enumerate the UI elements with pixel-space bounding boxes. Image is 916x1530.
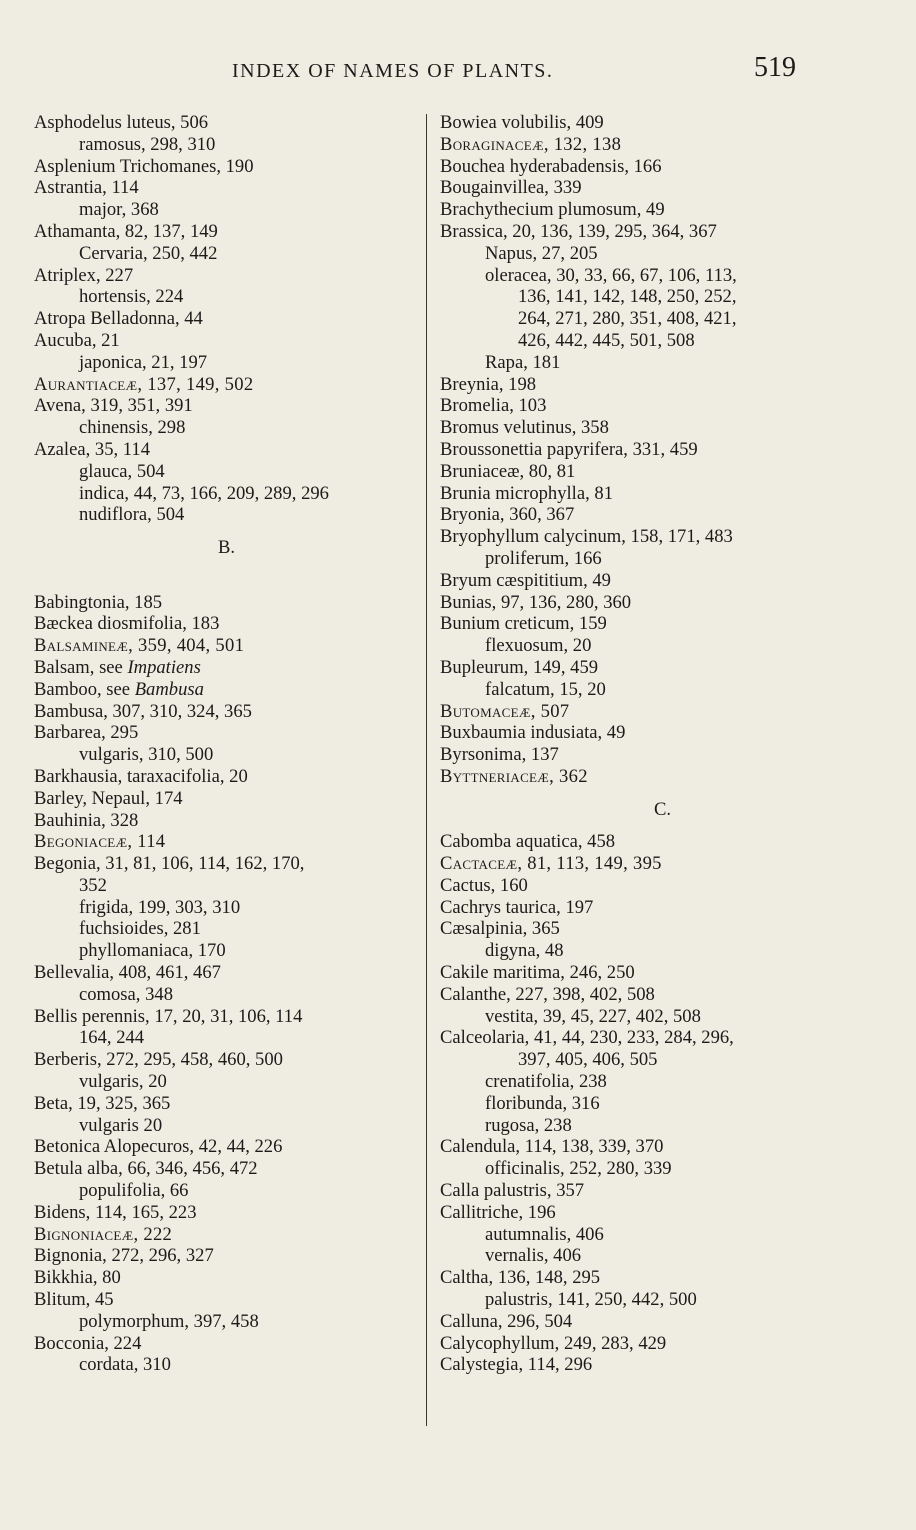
index-subentry bbox=[34, 984, 419, 1006]
entry-text: Balsamineæ, 359, 404, 501 bbox=[34, 635, 245, 657]
index-entry bbox=[34, 1224, 419, 1246]
index-entry bbox=[440, 897, 885, 919]
index-entry bbox=[34, 1245, 419, 1267]
entry-text: falcatum, 15, 20 bbox=[485, 678, 606, 700]
index-entry bbox=[440, 221, 885, 243]
entry-text: 164, 244 bbox=[79, 1027, 145, 1049]
entry-text: Bruniaceæ, 80, 81 bbox=[440, 460, 576, 482]
entry-text: Bougainvillea, 339 bbox=[440, 177, 582, 199]
index-subentry bbox=[440, 243, 885, 265]
entry-text: Bellis perennis, 17, 20, 31, 106, 114 bbox=[34, 1005, 303, 1027]
entry-text: Calla palustris, 357 bbox=[440, 1180, 585, 1202]
index-subentry bbox=[34, 483, 419, 505]
entry-text: Bignoniaceæ, 222 bbox=[34, 1223, 173, 1245]
index-entry bbox=[34, 1158, 419, 1180]
index-entry bbox=[34, 1333, 419, 1355]
spacer bbox=[34, 570, 419, 592]
entry-text: floribunda, 316 bbox=[485, 1092, 600, 1114]
index-subentry bbox=[440, 1049, 885, 1071]
entry-text: Bowiea volubilis, 409 bbox=[440, 112, 604, 133]
index-entry bbox=[34, 810, 419, 832]
entry-text: Bryophyllum calycinum, 158, 171, 483 bbox=[440, 526, 733, 548]
entry-text: Betonica Alopecuros, 42, 44, 226 bbox=[34, 1136, 283, 1158]
entry-text: Berberis, 272, 295, 458, 460, 500 bbox=[34, 1049, 283, 1071]
entry-text: Barley, Nepaul, 174 bbox=[34, 787, 183, 809]
entry-text: Astrantia, 114 bbox=[34, 177, 139, 199]
index-subentry bbox=[34, 1354, 419, 1376]
index-entry bbox=[440, 156, 885, 178]
index-subentry bbox=[34, 286, 419, 308]
section-letter-heading bbox=[440, 788, 885, 832]
entry-text: digyna, 48 bbox=[485, 940, 564, 962]
entry-text: Azalea, 35, 114 bbox=[34, 438, 150, 460]
index-entry bbox=[34, 1289, 419, 1311]
index-entry bbox=[440, 417, 885, 439]
index-entry bbox=[440, 112, 885, 134]
index-entry bbox=[440, 570, 885, 592]
index-subentry bbox=[440, 265, 885, 287]
index-entry bbox=[440, 984, 885, 1006]
index-subentry bbox=[34, 504, 419, 526]
entry-text: Cactaceæ, 81, 113, 149, 395 bbox=[440, 853, 662, 875]
entry-text: major, 368 bbox=[79, 199, 159, 221]
entry-text: Calanthe, 227, 398, 402, 508 bbox=[440, 983, 655, 1005]
entry-text: Asphodelus luteus, 506 bbox=[34, 112, 209, 133]
entry-text: Cervaria, 250, 442 bbox=[79, 242, 218, 264]
entry-text: rugosa, 238 bbox=[485, 1114, 572, 1136]
entry-text: Bignonia, 272, 296, 327 bbox=[34, 1245, 214, 1267]
index-entry bbox=[440, 613, 885, 635]
entry-text: cordata, 310 bbox=[79, 1354, 171, 1376]
entry-text: comosa, 348 bbox=[79, 983, 173, 1005]
entry-text: Bauhinia, 328 bbox=[34, 809, 139, 831]
entry-text: Bromelia, 103 bbox=[440, 395, 547, 417]
entry-text: Blitum, 45 bbox=[34, 1289, 114, 1311]
index-entry bbox=[34, 853, 419, 875]
index-subentry bbox=[440, 679, 885, 701]
index-subentry bbox=[34, 1071, 419, 1093]
entry-text: Aurantiaceæ, 137, 149, 502 bbox=[34, 373, 254, 395]
entry-text: Buxbaumia indusiata, 49 bbox=[440, 722, 626, 744]
entry-text: Brassica, 20, 136, 139, 295, 364, 367 bbox=[440, 220, 717, 242]
page-number: 519 bbox=[754, 52, 796, 83]
index-entry bbox=[440, 1180, 885, 1202]
index-subentry bbox=[440, 1289, 885, 1311]
entry-text: Avena, 319, 351, 391 bbox=[34, 395, 193, 417]
index-subentry bbox=[440, 548, 885, 570]
index-subentry bbox=[440, 1245, 885, 1267]
entry-text: Byrsonima, 137 bbox=[440, 744, 559, 766]
index-subentry bbox=[34, 1027, 419, 1049]
index-entry bbox=[34, 1136, 419, 1158]
entry-text: crenatifolia, 238 bbox=[485, 1071, 607, 1093]
column-divider bbox=[426, 114, 427, 1426]
index-entry bbox=[34, 265, 419, 287]
entry-text: Broussonettia papyrifera, 331, 459 bbox=[440, 438, 698, 460]
index-entry bbox=[34, 439, 419, 461]
index-entry bbox=[34, 1093, 419, 1115]
entry-text: Napus, 27, 205 bbox=[485, 242, 598, 264]
index-entry bbox=[440, 483, 885, 505]
entry-text: Callitriche, 196 bbox=[440, 1201, 556, 1223]
index-subentry bbox=[440, 1115, 885, 1137]
entry-text: Beta, 19, 325, 365 bbox=[34, 1092, 171, 1114]
entry-text: Cæsalpinia, 365 bbox=[440, 918, 560, 940]
index-subentry bbox=[440, 308, 885, 330]
index-entry bbox=[440, 1202, 885, 1224]
index-entry bbox=[34, 635, 419, 657]
entry-text: Cachrys taurica, 197 bbox=[440, 896, 594, 918]
index-entry bbox=[440, 177, 885, 199]
entry-text: Athamanta, 82, 137, 149 bbox=[34, 220, 218, 242]
entry-text: Calendula, 114, 138, 339, 370 bbox=[440, 1136, 664, 1158]
index-entry bbox=[440, 831, 885, 853]
entry-text: Bocconia, 224 bbox=[34, 1332, 142, 1354]
index-entry bbox=[440, 1311, 885, 1333]
entry-text: officinalis, 252, 280, 339 bbox=[485, 1158, 672, 1180]
entry-text: polymorphum, 397, 458 bbox=[79, 1310, 259, 1332]
index-entry bbox=[34, 831, 419, 853]
entry-text: vestita, 39, 45, 227, 402, 508 bbox=[485, 1005, 701, 1027]
entry-text: Begoniaceæ, 114 bbox=[34, 831, 166, 853]
index-entry bbox=[34, 374, 419, 396]
index-entry bbox=[34, 112, 419, 134]
entry-text: Caltha, 136, 148, 295 bbox=[440, 1267, 601, 1289]
index-entry bbox=[440, 1354, 885, 1376]
index-entry bbox=[440, 592, 885, 614]
entry-text: Asplenium Trichomanes, 190 bbox=[34, 155, 254, 177]
index-subentry bbox=[34, 1311, 419, 1333]
entry-text: Bunias, 97, 136, 280, 360 bbox=[440, 591, 632, 613]
entry-text: Cabomba aquatica, 458 bbox=[440, 831, 616, 853]
entry-text: Calceolaria, 41, 44, 230, 233, 284, 296, bbox=[440, 1027, 734, 1049]
entry-text: vernalis, 406 bbox=[485, 1245, 582, 1267]
entry-text: Brunia microphylla, 81 bbox=[440, 482, 613, 504]
index-subentry bbox=[34, 243, 419, 265]
index-entry bbox=[440, 1267, 885, 1289]
index-entry bbox=[440, 374, 885, 396]
section-letter-heading bbox=[34, 526, 419, 570]
entry-text: Cactus, 160 bbox=[440, 874, 528, 896]
index-subentry bbox=[440, 330, 885, 352]
see-reference: Bambusa bbox=[134, 678, 204, 700]
entry-text: Aucuba, 21 bbox=[34, 329, 120, 351]
entry-text: vulgaris, 310, 500 bbox=[79, 744, 214, 766]
entry-text: hortensis, 224 bbox=[79, 286, 184, 308]
entry-text: 264, 271, 280, 351, 408, 421, bbox=[518, 308, 737, 330]
entry-text: nudiflora, 504 bbox=[79, 504, 185, 526]
entry-text: chinensis, 298 bbox=[79, 417, 186, 439]
entry-text: Atropa Belladonna, 44 bbox=[34, 308, 203, 330]
index-entry bbox=[440, 657, 885, 679]
entry-text: vulgaris 20 bbox=[79, 1114, 163, 1136]
index-subentry bbox=[440, 352, 885, 374]
index-subentry bbox=[34, 897, 419, 919]
entry-text: Brachythecium plumosum, 49 bbox=[440, 199, 665, 221]
entry-text: Calystegia, 114, 296 bbox=[440, 1354, 593, 1376]
index-entry bbox=[440, 199, 885, 221]
index-subentry bbox=[34, 875, 419, 897]
index-entry bbox=[34, 1267, 419, 1289]
index-subentry bbox=[34, 1115, 419, 1137]
entry-text: Bryonia, 360, 367 bbox=[440, 504, 575, 526]
index-subentry bbox=[34, 134, 419, 156]
entry-text: populifolia, 66 bbox=[79, 1180, 189, 1202]
entry-text: Bupleurum, 149, 459 bbox=[440, 656, 599, 678]
index-entry bbox=[34, 308, 419, 330]
index-entry bbox=[34, 221, 419, 243]
index-subentry bbox=[440, 1158, 885, 1180]
index-entry bbox=[440, 1136, 885, 1158]
entry-text: flexuosum, 20 bbox=[485, 635, 592, 657]
entry-text: Cakile maritima, 246, 250 bbox=[440, 962, 635, 984]
index-subentry bbox=[34, 1180, 419, 1202]
index-entry bbox=[440, 1333, 885, 1355]
index-subentry bbox=[440, 286, 885, 308]
entry-text: Bryum cæspititium, 49 bbox=[440, 569, 611, 591]
index-entry bbox=[440, 461, 885, 483]
index-subentry bbox=[440, 635, 885, 657]
entry-text: Butomaceæ, 507 bbox=[440, 700, 570, 722]
entry-text: Begonia, 31, 81, 106, 114, 162, 170, bbox=[34, 853, 305, 875]
index-entry bbox=[34, 701, 419, 723]
index-subentry bbox=[34, 461, 419, 483]
index-entry bbox=[440, 395, 885, 417]
index-entry bbox=[34, 1049, 419, 1071]
entry-text: Bellevalia, 408, 461, 467 bbox=[34, 962, 221, 984]
entry-text: proliferum, 166 bbox=[485, 547, 602, 569]
index-subentry bbox=[440, 940, 885, 962]
entry-text: oleracea, 30, 33, 66, 67, 106, 113, bbox=[485, 264, 737, 286]
index-entry bbox=[440, 504, 885, 526]
entry-text: palustris, 141, 250, 442, 500 bbox=[485, 1289, 697, 1311]
entry-text: Bunium creticum, 159 bbox=[440, 613, 607, 635]
index-subentry bbox=[34, 199, 419, 221]
entry-text: Barbarea, 295 bbox=[34, 722, 139, 744]
entry-text: ramosus, 298, 310 bbox=[79, 133, 216, 155]
index-entry bbox=[34, 1202, 419, 1224]
index-entry bbox=[440, 701, 885, 723]
index-entry bbox=[34, 613, 419, 635]
entry-text: Bambusa, 307, 310, 324, 365 bbox=[34, 700, 252, 722]
index-entry bbox=[34, 722, 419, 744]
index-subentry bbox=[440, 1093, 885, 1115]
entry-text: indica, 44, 73, 166, 209, 289, 296 bbox=[79, 482, 329, 504]
index-subentry bbox=[34, 940, 419, 962]
index-entry bbox=[34, 156, 419, 178]
index-entry bbox=[34, 788, 419, 810]
index-entry bbox=[34, 657, 419, 679]
index-subentry bbox=[34, 417, 419, 439]
entry-text: 426, 442, 445, 501, 508 bbox=[518, 329, 695, 351]
entry-text: Byttneriaceæ, 362 bbox=[440, 765, 588, 787]
index-subentry bbox=[440, 1006, 885, 1028]
entry-text: Calycophyllum, 249, 283, 429 bbox=[440, 1332, 667, 1354]
index-subentry bbox=[34, 744, 419, 766]
index-entry bbox=[440, 853, 885, 875]
right-index-column bbox=[440, 112, 885, 1376]
entry-text: frigida, 199, 303, 310 bbox=[79, 896, 241, 918]
left-index-column bbox=[34, 112, 419, 1376]
index-entry bbox=[440, 918, 885, 940]
index-entry bbox=[34, 1006, 419, 1028]
index-entry bbox=[34, 177, 419, 199]
index-entry bbox=[440, 1027, 885, 1049]
index-entry bbox=[34, 395, 419, 417]
entry-text: vulgaris, 20 bbox=[79, 1071, 167, 1093]
index-entry bbox=[440, 875, 885, 897]
entry-text: Bouchea hyderabadensis, 166 bbox=[440, 155, 662, 177]
entry-text: Betula alba, 66, 346, 456, 472 bbox=[34, 1158, 258, 1180]
index-entry bbox=[440, 744, 885, 766]
entry-text: Atriplex, 227 bbox=[34, 264, 134, 286]
see-reference: Impatiens bbox=[127, 656, 201, 678]
index-subentry bbox=[34, 918, 419, 940]
index-subentry bbox=[34, 352, 419, 374]
entry-text: Rapa, 181 bbox=[485, 351, 561, 373]
entry-text: Barkhausia, taraxacifolia, 20 bbox=[34, 765, 248, 787]
entry-text: phyllomaniaca, 170 bbox=[79, 940, 226, 962]
entry-text: 352 bbox=[79, 874, 107, 896]
entry-text: Bæckea diosmifolia, 183 bbox=[34, 613, 220, 635]
entry-text: Boraginaceæ, 132, 138 bbox=[440, 133, 622, 155]
index-entry bbox=[34, 766, 419, 788]
entry-text: glauca, 504 bbox=[79, 460, 165, 482]
entry-text: Bikkhia, 80 bbox=[34, 1267, 121, 1289]
index-entry bbox=[440, 439, 885, 461]
index-entry bbox=[440, 526, 885, 548]
index-entry bbox=[440, 766, 885, 788]
entry-text: Calluna, 296, 504 bbox=[440, 1310, 573, 1332]
entry-text: 136, 141, 142, 148, 250, 252, bbox=[518, 286, 737, 308]
entry-text: Bromus velutinus, 358 bbox=[440, 417, 609, 439]
entry-text: 397, 405, 406, 505 bbox=[518, 1049, 658, 1071]
entry-text: Breynia, 198 bbox=[440, 373, 537, 395]
index-entry bbox=[440, 962, 885, 984]
index-entry bbox=[34, 679, 419, 701]
entry-text: japonica, 21, 197 bbox=[79, 351, 208, 373]
index-entry bbox=[440, 134, 885, 156]
entry-text: Bamboo, see bbox=[34, 678, 135, 700]
index-entry bbox=[440, 722, 885, 744]
index-subentry bbox=[440, 1071, 885, 1093]
entry-text: fuchsioides, 281 bbox=[79, 918, 201, 940]
entry-text: autumnalis, 406 bbox=[485, 1223, 604, 1245]
index-subentry bbox=[440, 1224, 885, 1246]
running-head: INDEX OF NAMES OF PLANTS. bbox=[232, 60, 554, 82]
entry-text: Balsam, see bbox=[34, 656, 128, 678]
index-entry bbox=[34, 962, 419, 984]
entry-text: C. bbox=[653, 798, 672, 820]
index-entry bbox=[34, 330, 419, 352]
page-header bbox=[0, 52, 916, 94]
entry-text: Bidens, 114, 165, 223 bbox=[34, 1201, 197, 1223]
entry-text: B. bbox=[217, 537, 236, 559]
entry-text: Babingtonia, 185 bbox=[34, 591, 163, 613]
index-entry bbox=[34, 592, 419, 614]
